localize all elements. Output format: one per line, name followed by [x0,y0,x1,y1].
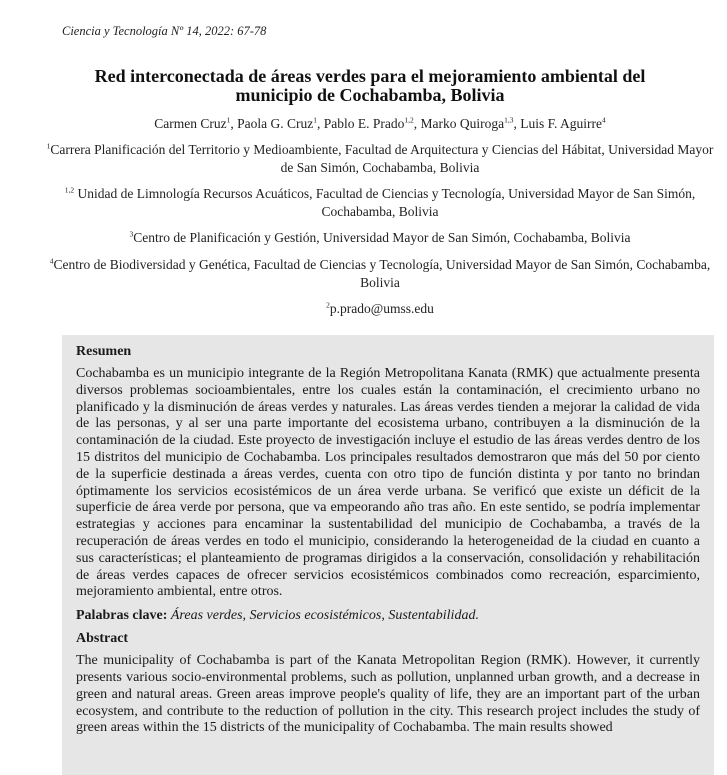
keywords [76,607,700,624]
affiliation-3 [40,229,720,247]
resumen-heading: Resumen [76,344,132,359]
abstract-heading: Abstract [76,631,129,647]
contact-email [40,300,720,318]
affiliation-2 [40,185,720,220]
abstract-content [76,343,700,737]
contact-marker: 2 [326,300,330,310]
author-name: Carmen Cruz [154,116,227,131]
affiliation-marker: 1 [46,141,51,151]
author-name: Marko Quiroga [420,116,505,131]
affiliation-marker: 1,2 [64,185,75,195]
author-name: Paola G. Cruz [237,116,314,131]
author-list: Carmen Cruz$^1$, Paola G. Cruz$^1$, Pablo E. Prado$^{1,2}$, Marko Quiroga$^{1,3}$, Luis F. Aguirre$^4$ [154,115,606,131]
author-affiliation-marker: 1 [226,115,231,125]
affiliation-text: Centro de Biodiversidad y Genética, Facultad de Ciencias y Tecnología, Universidad Mayor de San Simón, Cochabamba, Bolivia [53,257,711,290]
author-name: Pablo E. Prado [323,116,405,131]
keywords-values: Áreas verdes, Servicios ecosistémicos, Sustentabilidad. [167,608,479,624]
affiliation-text: Carrera Planificación del Territorio y Medioambiente, Facultad de Arquitectura y Ciencias del Hábitat, Universidad Mayor de San Simón, Cochabamba, Bolivia [50,142,714,175]
resumen-text: Cochabamba es un municipio integrante de la Región Metropolitana Kanata (RMK) que actualmente presenta diversos problemas socioambientales, entre los cuales están la contaminación, el crecimiento urbano no planificado y la disminución de áreas verdes y naturales. Las áreas verdes tienden a mejorar la calidad de vida de las personas, y al ser una parte importante del ecosistema urbano, contribuyen a la disminución de la contaminación de la ciudad. Este proyecto de investigación incluye el estudio de las áreas verdes dentro de los 15 distritos del municipio de Cochabamba. Los principales resultados demostraron que más del 50 por ciento de la superficie destinada a áreas verdes, cuenta con otro tipo de función distinta y por tanto no brindan óptimamente los servicios ecosistémicos de un área verde urbana. Se verificó que existe un déficit de la superficie de área verde por persona, que va empeorando año tras año. En este sentido, se podría implementar estrategias y acciones para encaminar la sustentabilidad del municipio de Cochabamba, a través de la recuperación de áreas verdes en todo el municipio, considerando la heterogeneidad de la ciudad en cuanto a sus características; el planteamiento de programas dirigidos a la conservación, consolidación y rehabilitación de áreas verdes capaces de ofrecer servicios ecosistémicos combinados como recreación, esparcimiento, mejoramiento ambiental, entre otros. [76,366,700,600]
journal-citation: Ciencia y Tecnología Nº 14, 2022: 67-78 [62,24,267,38]
author-affiliation-marker: 4 [602,115,606,125]
article-title: Red interconectada de áreas verdes para el mejoramiento ambiental del municipio de Cochabamba, Bolivia [94,66,646,105]
abstract-text: The municipality of Cochabamba is part of the Kanata Metropolitan Region (RMK). However, it currently presents various socio-environmental problems, such as pollution, unplanned urban growth, and a decrease in green and natural areas. Green areas improve people's quality of life, they are an important part of the urban ecosystem, and contribute to the reduction of pollution in the city. This research project includes the study of green areas within the 15 districts of the municipality of Cochabamba. The main results showed [76,653,700,736]
abstract-box [62,335,714,775]
affiliation-text: Centro de Planificación y Gestión, Universidad Mayor de San Simón, Cochabamba, Bolivia [133,230,631,245]
author-affiliation-marker: 1 [313,115,317,125]
affiliation-4 [40,256,720,291]
email-link[interactable]: p.prado@umss.edu [329,301,434,316]
author-name: Luis F. Aguirre [520,116,602,131]
affiliation-marker: 4 [49,256,54,266]
author-affiliation-marker: 1,3 [504,115,514,125]
affiliation-1 [40,141,720,176]
keywords-label: Palabras clave: [76,608,168,624]
affiliation-text: Unidad de Limnología Recursos Acuáticos, Facultad de Ciencias y Tecnología, Universidad Mayor de San Simón, Cochabamba, Bolivia [74,186,696,219]
affiliation-marker: 3 [129,229,134,239]
author-affiliation-marker: 1,2 [404,115,414,125]
